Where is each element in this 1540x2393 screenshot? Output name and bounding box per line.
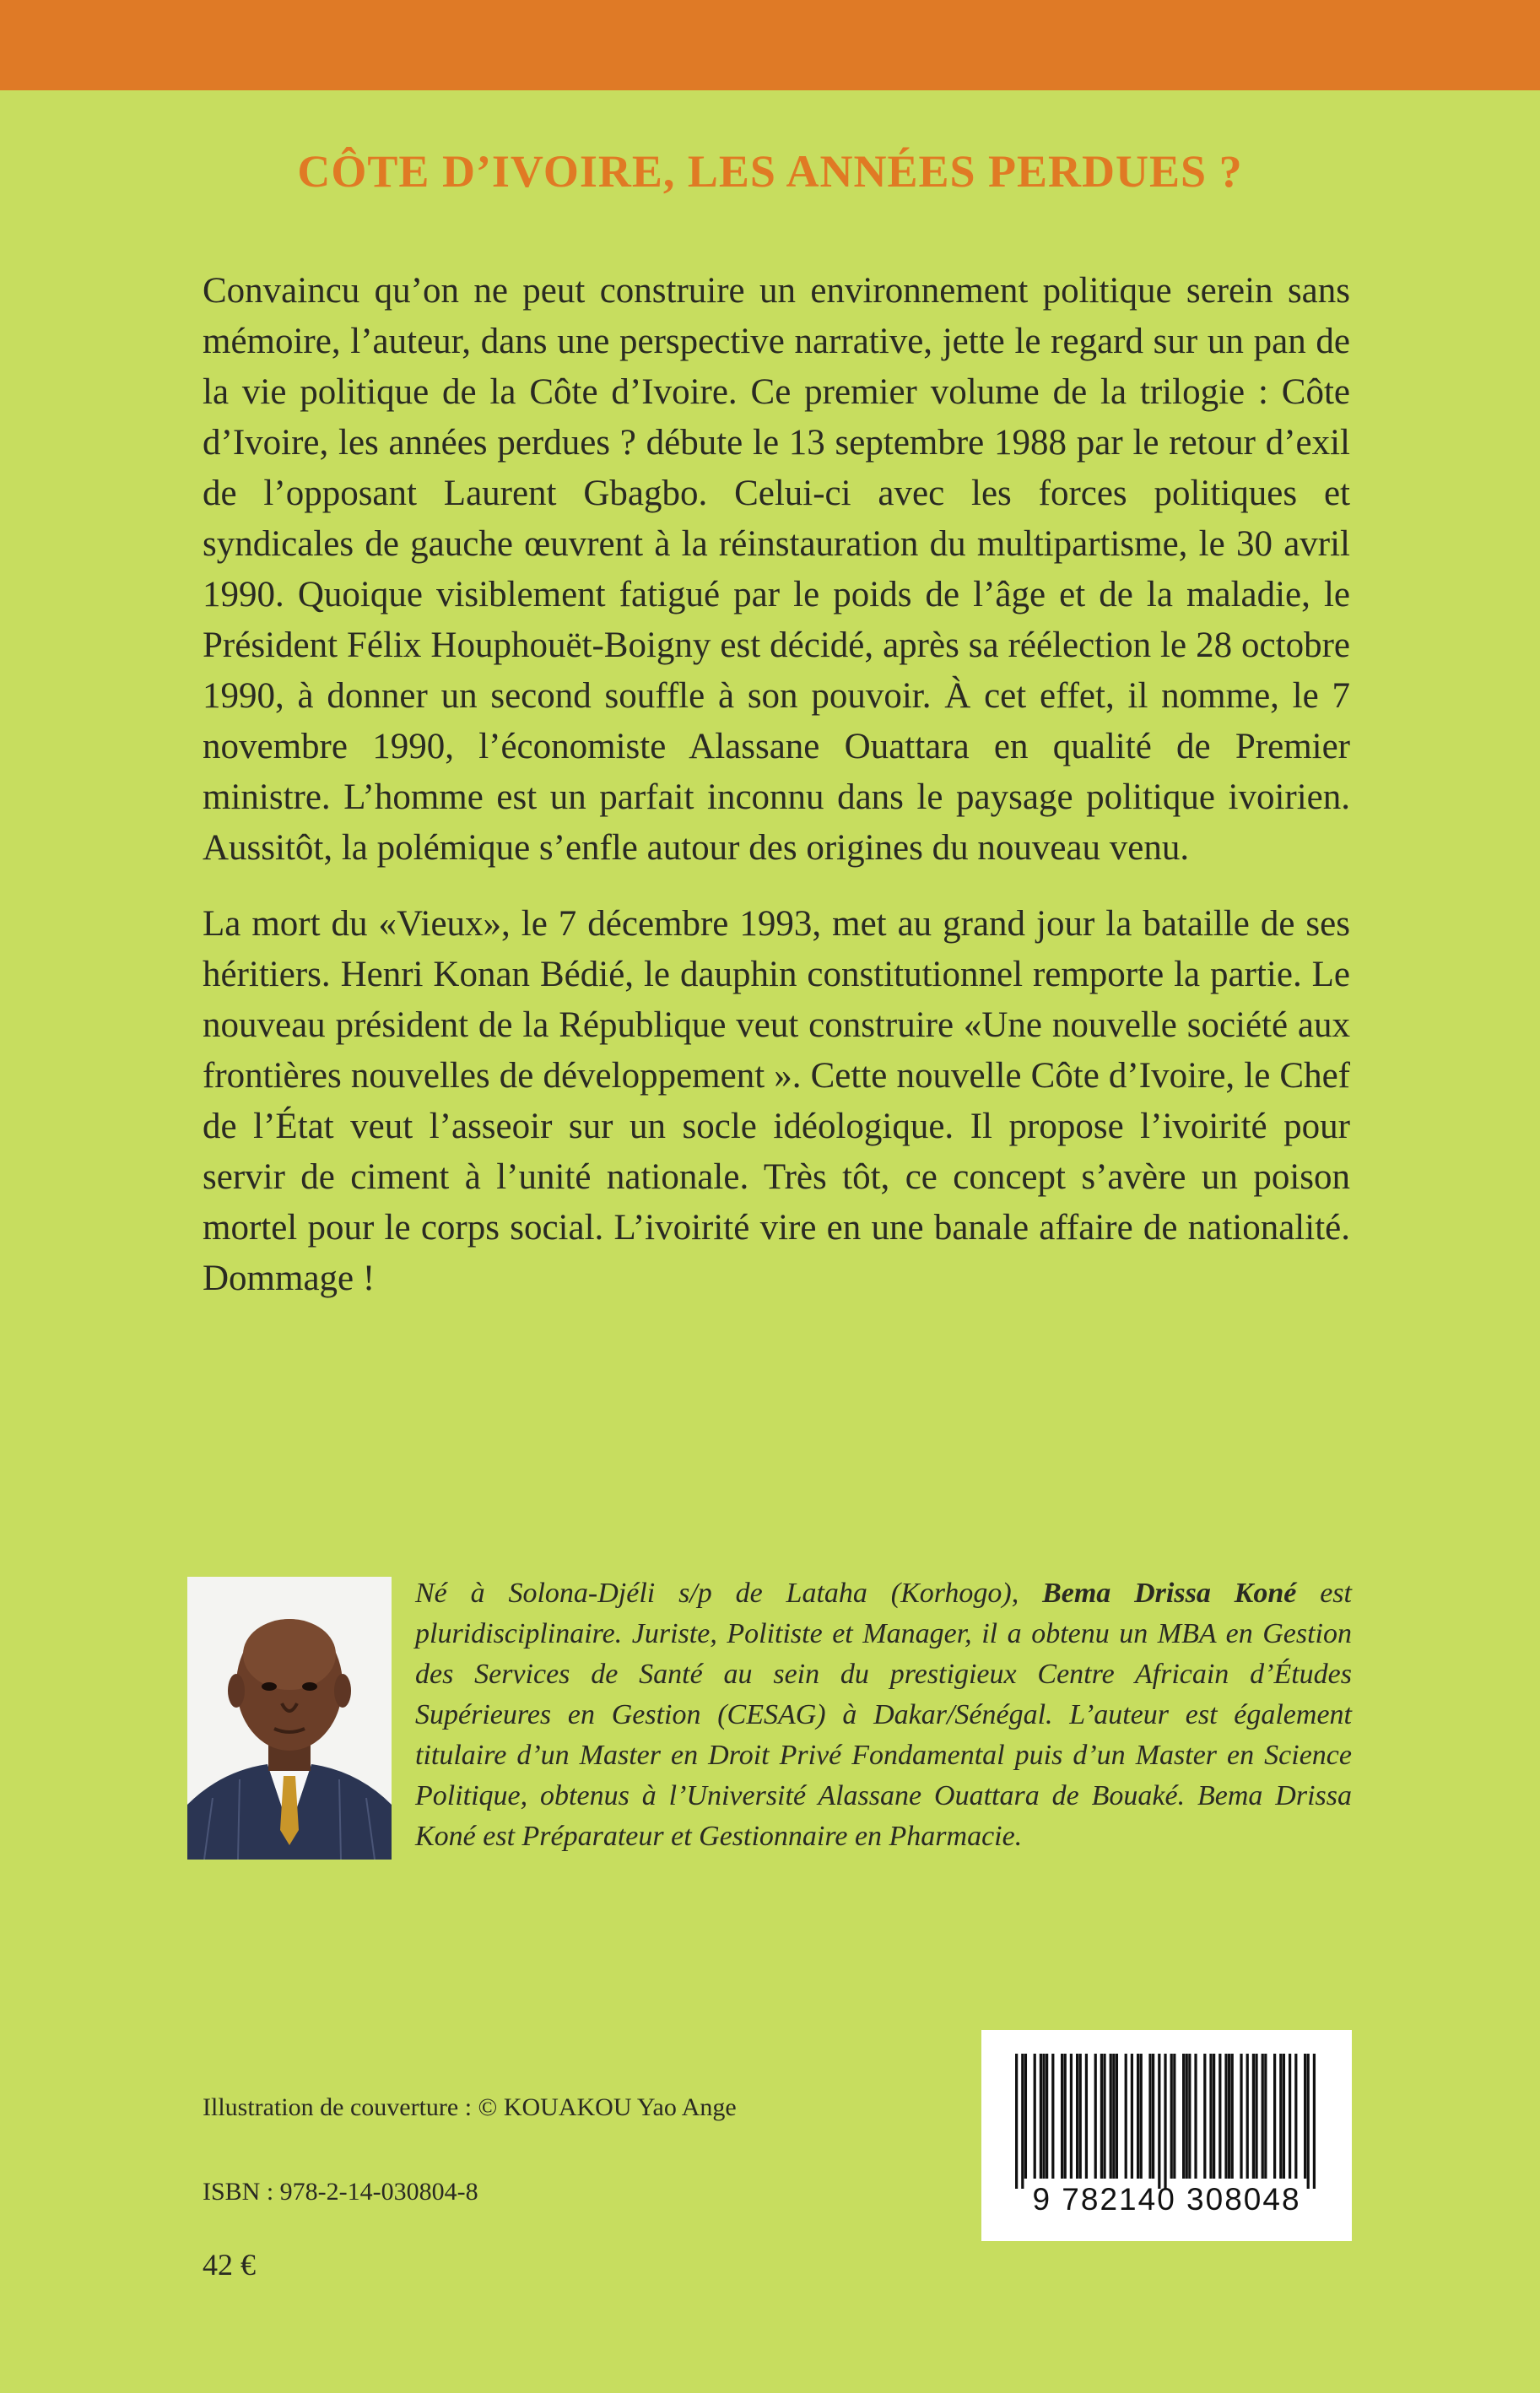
barcode bbox=[981, 2030, 1352, 2241]
barcode-bar bbox=[1283, 2054, 1285, 2179]
barcode-bar bbox=[1289, 2054, 1291, 2179]
barcode-bar bbox=[1255, 2054, 1257, 2179]
barcode-bar bbox=[1186, 2054, 1188, 2179]
barcode-bar bbox=[1182, 2054, 1185, 2179]
barcode-bar bbox=[1307, 2054, 1310, 2189]
barcode-bar bbox=[1173, 2054, 1175, 2179]
summary-paragraph-2: La mort du «Vieux», le 7 décembre 1993, met au grand jour la bataille de ses héritiers. Henri Konan Bédié, le dauphin constitutionnel remporte la partie. Le nouveau président de la République veut construire «Une nouvelle société aux frontières nouvelles de développement ». Cette nouvelle Côte d’Ivoire, le Chef de l’État veut l’asseoir sur un socle idéologique. Il propose l’ivoirité pour servir de ciment à l’unité nationale. Très tôt, ce concept s’avère un poison mortel pour le corps social. L’ivoirité vire en une banale affaire de nationalité. Dommage ! bbox=[203, 904, 1350, 1298]
barcode-bar bbox=[1252, 2054, 1255, 2179]
back-cover-summary bbox=[203, 266, 1350, 1329]
barcode-bar bbox=[1034, 2054, 1036, 2179]
barcode-bar bbox=[1203, 2054, 1206, 2179]
barcode-digits: 9 782140 308048 bbox=[1032, 2182, 1301, 2217]
barcode-bar bbox=[1158, 2054, 1160, 2189]
barcode-bar bbox=[1279, 2054, 1282, 2179]
barcode-bar bbox=[1110, 2054, 1112, 2179]
barcode-bar bbox=[1040, 2054, 1042, 2179]
top-color-band bbox=[0, 0, 1540, 90]
barcode-bar bbox=[1015, 2054, 1018, 2189]
author-section bbox=[187, 1577, 1352, 1860]
barcode-bar bbox=[1079, 2054, 1082, 2179]
barcode-bar bbox=[1264, 2054, 1267, 2179]
barcode-bar bbox=[1224, 2054, 1227, 2179]
barcode-bar bbox=[1042, 2054, 1045, 2179]
author-photo bbox=[187, 1577, 392, 1860]
barcode-bar bbox=[1076, 2054, 1078, 2179]
barcode-bar bbox=[1294, 2054, 1297, 2179]
barcode-bar bbox=[1188, 2054, 1191, 2179]
barcode-bar bbox=[1137, 2054, 1139, 2179]
barcode-bar bbox=[1140, 2054, 1143, 2179]
book-title: CÔTE D’IVOIRE, LES ANNÉES PERDUES ? bbox=[297, 146, 1243, 197]
barcode-bar bbox=[1262, 2054, 1264, 2179]
barcode-bar bbox=[1094, 2054, 1097, 2179]
barcode-bar bbox=[1085, 2054, 1088, 2179]
barcode-bar bbox=[1240, 2054, 1242, 2179]
barcode-bar bbox=[1213, 2054, 1215, 2179]
barcode-bar bbox=[1209, 2054, 1212, 2179]
barcode-bar bbox=[1131, 2054, 1133, 2179]
barcode-bar bbox=[1152, 2054, 1154, 2179]
barcode-bar bbox=[1164, 2054, 1166, 2189]
barcode-bar bbox=[1125, 2054, 1127, 2179]
barcode-bar bbox=[1116, 2054, 1118, 2179]
barcode-bar bbox=[1051, 2054, 1054, 2179]
barcode-bar bbox=[1100, 2054, 1103, 2179]
barcode-bar bbox=[1046, 2054, 1048, 2179]
barcode-bar bbox=[1064, 2054, 1067, 2179]
barcode-bar bbox=[1112, 2054, 1115, 2179]
barcode-bar bbox=[1021, 2054, 1024, 2189]
barcode-bar bbox=[1218, 2054, 1221, 2179]
barcode-bar bbox=[1170, 2054, 1173, 2179]
barcode-bar bbox=[1061, 2054, 1063, 2179]
author-portrait-icon bbox=[187, 1577, 392, 1860]
barcode-bar bbox=[1231, 2054, 1234, 2179]
isbn-number: ISBN : 978-2-14-030804-8 bbox=[203, 2178, 478, 2206]
illustration-credit: Illustration de couverture : © KOUAKOU Yao Ange bbox=[203, 2093, 737, 2121]
bio-details: est pluridisciplinaire. Juriste, Politiste et Manager, il a obtenu un MBA en Gestion des Services de Santé au sein du prestigieux Centre Africain d’Études Supérieures en Gestion (CESAG) à Dakar/Sénégal. L’auteur est également titulaire d’un Master en Droit Privé Fondamental puis d’un Master en Science Politique, obtenus à l’Université Alassane Ouattara de Bouaké. Bema Drissa Koné est Préparateur et Gestionnaire en Pharmacie. bbox=[415, 1578, 1352, 1852]
barcode-bar bbox=[1148, 2054, 1151, 2179]
barcode-bar bbox=[1246, 2054, 1249, 2179]
author-name: Bema Drissa Koné bbox=[1042, 1578, 1297, 1609]
price: 42 € bbox=[203, 2248, 256, 2282]
author-biography bbox=[415, 1573, 1352, 1857]
barcode-bar bbox=[1070, 2054, 1073, 2179]
barcode-bar bbox=[1194, 2054, 1197, 2179]
bio-intro: Né à Solona-Djéli s/p de Lataha (Korhogo), bbox=[415, 1578, 1043, 1609]
summary-paragraph-1: Convaincu qu’on ne peut construire un environnement politique serein sans mémoire, l’auteur, dans une perspective narrative, jette le regard sur un pan de la vie politique de la Côte d’Ivoire. Ce premier volume de la trilogie : Côte d’Ivoire, les années perdues ? débute le 13 septembre 1988 par le retour d’exil de l’opposant Laurent Gbagbo. Celui-ci avec les forces politiques et syndicales de gauche œuvrent à la réinstauration du multipartisme, le 30 avril 1990. Quoique visiblement fatigué par le poids de l’âge et de la maladie, le Président Félix Houphouët-Boigny est décidé, après sa réélection le 28 octobre 1990, à donner un second souffle à son pouvoir. À cet effet, il nomme, le 7 novembre 1990, l’économiste Alassane Ouattara en qualité de Premier ministre. L’homme est un parfait inconnu dans le paysage politique ivoirien. Aussitôt, la polémique s’enfle autour des origines du nouveau venu. bbox=[203, 271, 1350, 868]
barcode-bar bbox=[1228, 2054, 1230, 2179]
barcode-bar bbox=[1024, 2054, 1027, 2179]
barcode-bar bbox=[1273, 2054, 1276, 2179]
barcode-bar bbox=[1313, 2054, 1316, 2189]
barcode-bar bbox=[1304, 2054, 1306, 2179]
barcode-bar bbox=[1103, 2054, 1105, 2179]
